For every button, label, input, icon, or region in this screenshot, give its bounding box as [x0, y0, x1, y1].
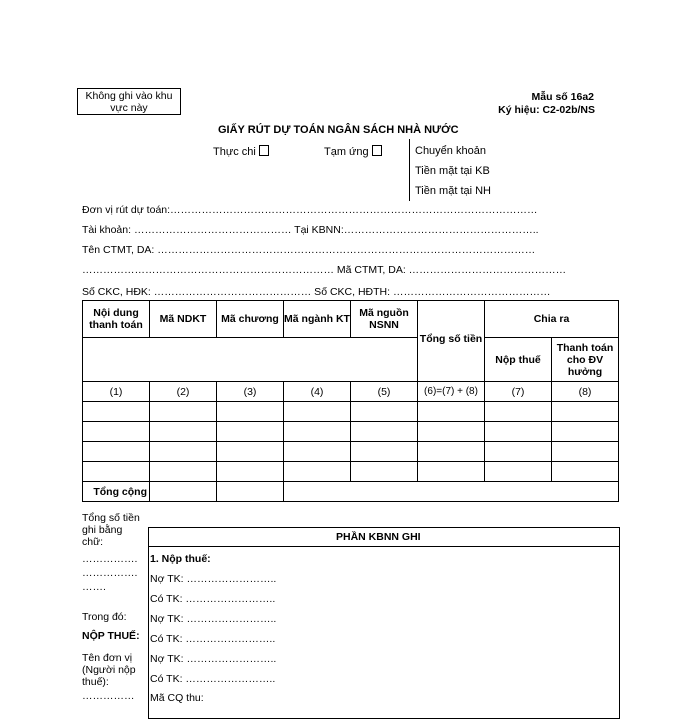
table-cell[interactable] — [217, 482, 284, 502]
table-cell[interactable] — [418, 462, 485, 482]
tax-section-label: NỘP THUẾ: — [82, 630, 140, 642]
table-cell[interactable] — [351, 402, 418, 422]
header-blank — [83, 338, 418, 382]
header-tax: Nộp thuế — [485, 338, 552, 382]
table-cell[interactable] — [83, 442, 150, 462]
reserved-area-line2: vực này — [110, 102, 148, 114]
field-ckc[interactable]: Số CKC, HĐK: ……………………………………… Số CKC, HĐTH: ……………………………………… — [82, 286, 551, 298]
table-cell[interactable] — [83, 462, 150, 482]
kbnn-tax-section: 1. Nộp thuế: — [150, 553, 211, 565]
header-split: Chia ra — [485, 301, 619, 338]
taxpayer-unit-dots[interactable]: …………… — [82, 690, 135, 702]
table-cell[interactable] — [552, 462, 619, 482]
option-transfer[interactable]: Chuyển khoản — [415, 145, 486, 157]
header-payee: Thanh toán cho ĐV hưởng — [552, 338, 619, 382]
col-number: (5) — [351, 382, 418, 402]
col-number: (4) — [284, 382, 351, 402]
option-advance-label: Tạm ứng — [324, 146, 369, 158]
kbnn-header-divider — [148, 546, 619, 547]
table-cell[interactable] — [150, 482, 217, 502]
table-cell[interactable] — [351, 422, 418, 442]
header-total: Tổng số tiền — [418, 301, 485, 382]
header-source: Mã nguồn NSNN — [351, 301, 418, 338]
kbnn-debit-account[interactable]: Nợ TK: …………………….. — [150, 653, 277, 665]
table-cell[interactable] — [150, 402, 217, 422]
table-row — [83, 462, 619, 482]
field-unit[interactable]: Đơn vị rút dự toán:…………………………………………………………………………………………… — [82, 204, 538, 216]
field-program[interactable]: Tên CTMT, DA: ……………………………………………………………………………………………… — [82, 244, 536, 256]
table-cell[interactable] — [485, 462, 552, 482]
col-number: (8) — [552, 382, 619, 402]
table-cell[interactable] — [217, 462, 284, 482]
table-cell[interactable] — [150, 442, 217, 462]
table-cell[interactable] — [217, 402, 284, 422]
table-cell[interactable] — [83, 422, 150, 442]
table-row — [83, 422, 619, 442]
amount-words-label: Tổng số tiền ghi bằng chữ: — [82, 512, 140, 548]
table-cell[interactable] — [418, 402, 485, 422]
kbnn-collector-code[interactable]: Mã CQ thu: — [150, 692, 204, 704]
form-title: GIẤY RÚT DỰ TOÁN NGÂN SÁCH NHÀ NƯỚC — [218, 124, 459, 136]
col-number: (3) — [217, 382, 284, 402]
total-row — [83, 482, 619, 502]
amount-words-dots[interactable]: ……………. — [82, 553, 138, 565]
option-actual-spend-label: Thực chi — [213, 146, 256, 158]
amount-words-dots[interactable]: ……………. — [82, 567, 138, 579]
table-cell[interactable] — [485, 422, 552, 442]
table-cell[interactable] — [217, 442, 284, 462]
form-symbol: Ký hiệu: C2-02b/NS — [498, 104, 595, 116]
table-cell[interactable] — [552, 442, 619, 462]
col-number: (2) — [150, 382, 217, 402]
kbnn-debit-account[interactable]: Nợ TK: …………………….. — [150, 613, 277, 625]
form-code: Mẫu số 16a2 — [531, 91, 594, 103]
table-cell[interactable] — [284, 422, 351, 442]
col-number: (6)=(7) + (8) — [418, 382, 485, 402]
table-cell[interactable] — [150, 462, 217, 482]
kbnn-credit-account[interactable]: Có TK: …………………….. — [150, 593, 276, 605]
option-advance[interactable] — [324, 145, 382, 158]
col-number: (1) — [83, 382, 150, 402]
reserved-area-line1: Không ghi vào khu — [85, 90, 173, 102]
checkbox-advance[interactable] — [372, 145, 382, 156]
total-amount-cell[interactable] — [284, 482, 619, 502]
table-cell[interactable] — [284, 402, 351, 422]
header-sector: Mã ngành KT — [284, 301, 351, 338]
field-program-code[interactable]: ……………………………………………………………… Mã CTMT, DA: ……………………………………… — [82, 264, 567, 276]
kbnn-debit-account[interactable]: Nợ TK: …………………….. — [150, 573, 277, 585]
table-cell[interactable] — [284, 442, 351, 462]
table-row — [83, 442, 619, 462]
table-cell[interactable] — [552, 422, 619, 442]
reserved-area-box — [77, 88, 181, 115]
table-cell[interactable] — [150, 422, 217, 442]
kbnn-header: PHẦN KBNN GHI — [336, 531, 421, 543]
kbnn-credit-account[interactable]: Có TK: …………………….. — [150, 633, 276, 645]
header-content: Nội dung thanh toán — [83, 301, 150, 338]
table-cell[interactable] — [418, 422, 485, 442]
table-cell[interactable] — [83, 402, 150, 422]
col-number: (7) — [485, 382, 552, 402]
field-account[interactable]: Tài khoản: ……………………………………… Tại KBNN:……………………………………………….. — [82, 224, 539, 236]
kbnn-credit-account[interactable]: Có TK: …………………….. — [150, 673, 276, 685]
table-cell[interactable] — [351, 442, 418, 462]
option-separator — [409, 139, 410, 201]
option-actual-spend[interactable] — [213, 145, 269, 158]
table-cell[interactable] — [485, 442, 552, 462]
amount-words-dots[interactable]: ……. — [82, 581, 106, 593]
of-which-label: Trong đó: — [82, 611, 127, 623]
table-cell[interactable] — [418, 442, 485, 462]
header-ndkt: Mã NDKT — [150, 301, 217, 338]
payment-table — [82, 300, 619, 502]
option-cash-nh[interactable]: Tiền mặt tại NH — [415, 185, 492, 197]
table-cell[interactable] — [552, 402, 619, 422]
taxpayer-unit-label: Tên đơn vị (Người nộp thuế): — [82, 652, 136, 688]
checkbox-actual-spend[interactable] — [259, 145, 269, 156]
table-cell[interactable] — [217, 422, 284, 442]
total-label: Tổng cộng — [83, 482, 150, 502]
option-cash-kb[interactable]: Tiền mặt tại KB — [415, 165, 490, 177]
header-chapter: Mã chương — [217, 301, 284, 338]
table-cell[interactable] — [351, 462, 418, 482]
table-cell[interactable] — [284, 462, 351, 482]
table-cell[interactable] — [485, 402, 552, 422]
table-row — [83, 402, 619, 422]
